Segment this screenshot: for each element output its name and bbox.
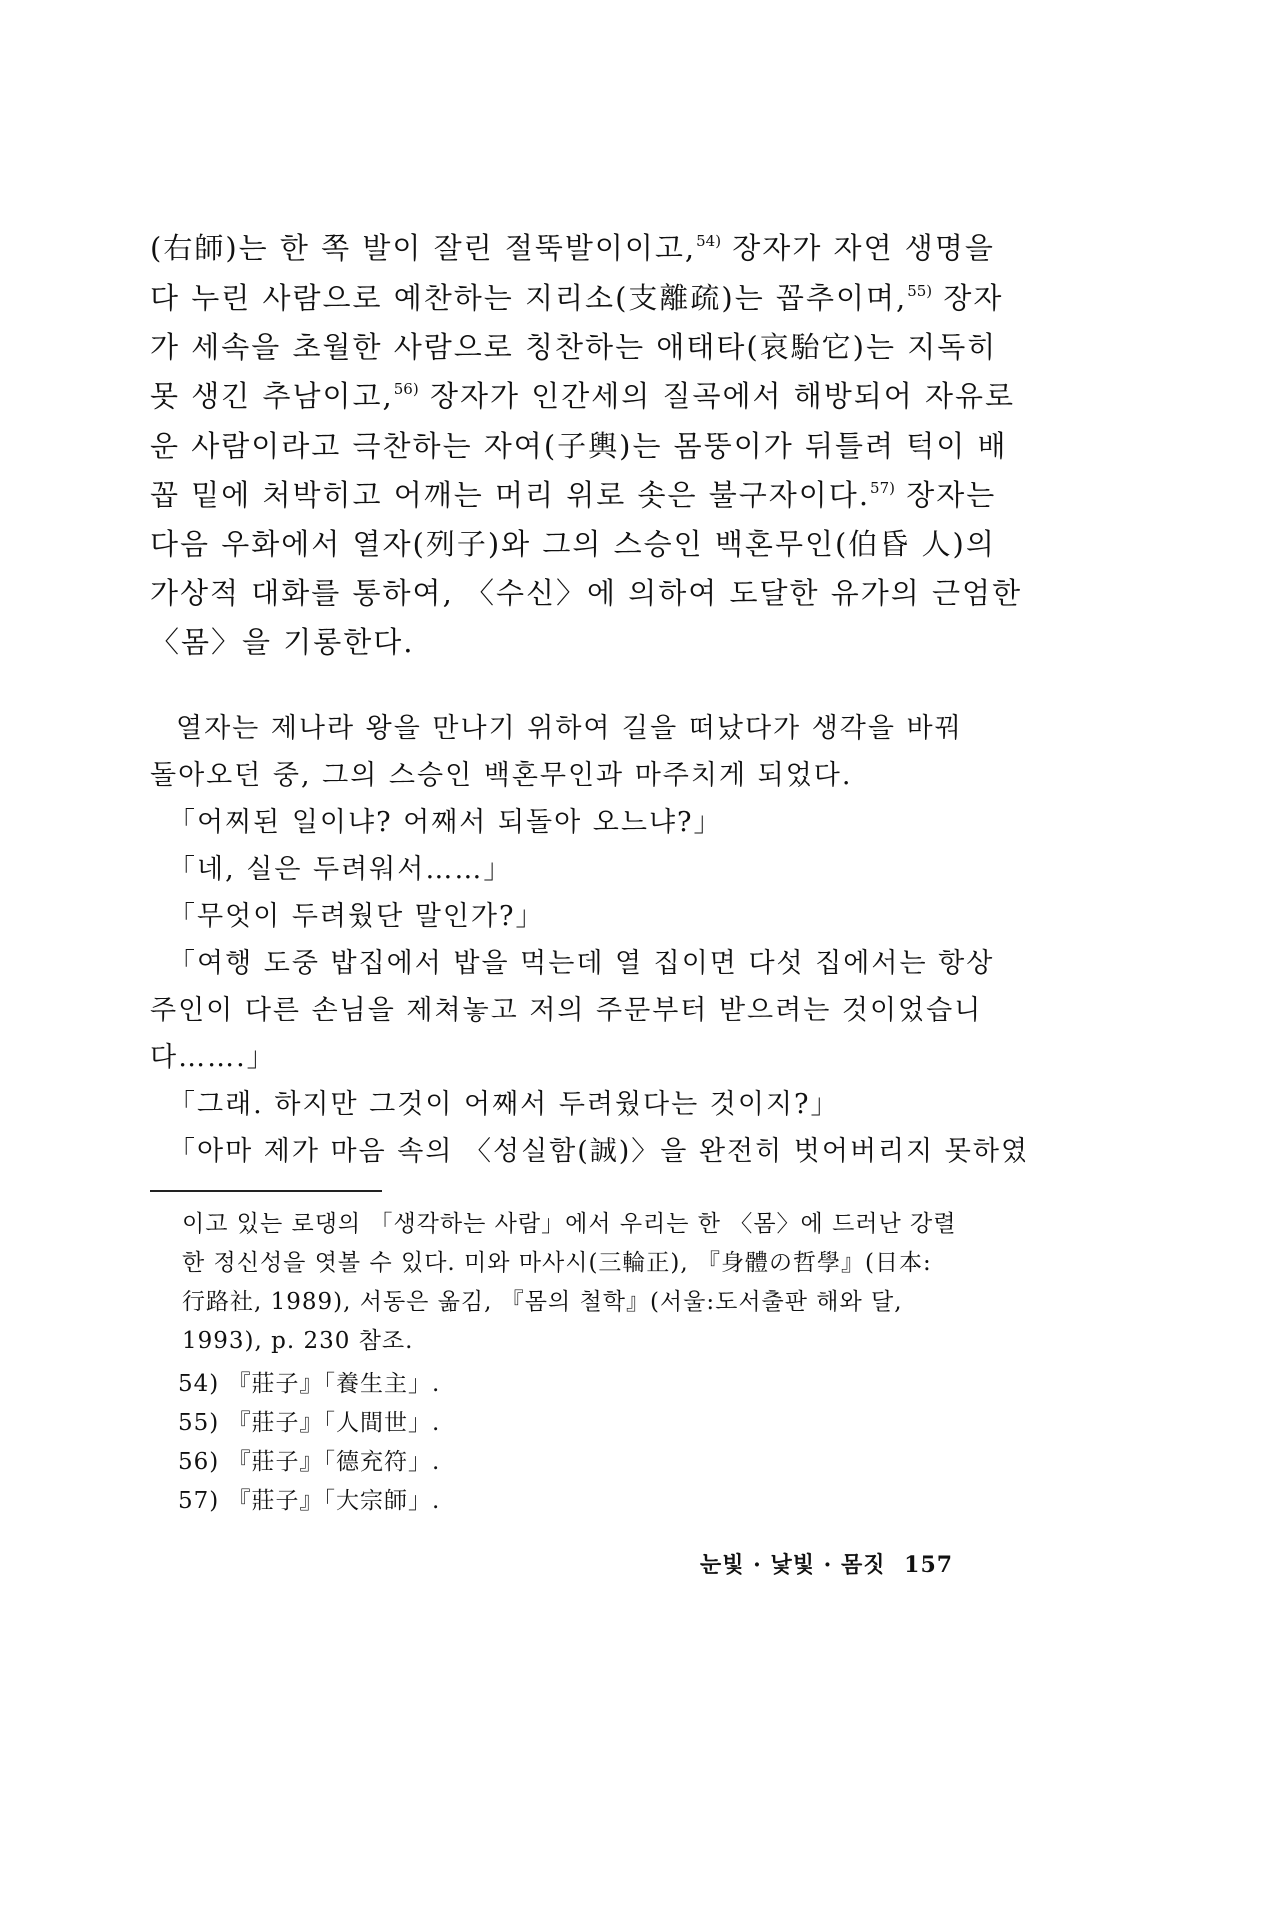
body-text: 장자가 인간세의 질곡에서 해방되어 자유로 (429, 379, 1016, 413)
body-text: 장자가 자연 생명을 (732, 231, 995, 265)
body-line (150, 620, 415, 661)
quote-line: 열자는 제나라 왕을 만나기 위하여 길을 떠났다가 생각을 바꿔 (176, 713, 963, 744)
body-text: 꼽 밑에 처박히고 어깨는 머리 위로 솟은 불구자이다. (150, 478, 871, 512)
body-text: 〈몸〉을 기롱한다. (150, 625, 415, 659)
quote-line: 「무엇이 두려웠단 말인가?」 (168, 901, 545, 932)
footnote-line: 이고 있는 로댕의 「생각하는 사람」에서 우리는 한 〈몸〉에 드러난 강렬 (182, 1211, 957, 1237)
body-text: 다음 우화에서 열자(列子)와 그의 스승인 백혼무인(伯昏 人)의 (150, 527, 996, 561)
body-line (150, 473, 996, 514)
footnote-ref: 54) (696, 232, 722, 250)
body-text: 다 누린 사람으로 예찬하는 지리소(支離疏)는 꼽추이며, (150, 281, 908, 315)
body-text: 운 사람이라고 극찬하는 자여(子輿)는 몸뚱이가 뒤틀려 턱이 배 (150, 429, 1008, 463)
body-text: 못 생긴 추남이고, (150, 379, 394, 413)
footnote-ref: 56) (393, 380, 419, 398)
body-line (150, 325, 997, 366)
quote-line: 「어찌된 일이냐? 어째서 되돌아 오느냐?」 (168, 807, 723, 838)
body-text: 가 세속을 초월한 사람으로 칭찬하는 애태타(哀駘它)는 지독히 (150, 330, 998, 364)
footnote-line: 한 정신성을 엿볼 수 있다. 미와 마사시(三輪正), 『身體の哲學』(日本: (182, 1250, 932, 1276)
running-title: 눈빛 · 낯빛 · 몸짓 (700, 1552, 886, 1578)
quote-line: 「그래. 하지만 그것이 어째서 두려웠다는 것이지?」 (168, 1089, 840, 1120)
quote-line: 「아마 제가 마음 속의 〈성실함(誠)〉을 완전히 벗어버리지 못하였 (168, 1136, 1030, 1167)
footnote-separator (150, 1190, 382, 1192)
footnote-line: 行路社, 1989), 서동은 옮김, 『몸의 철학』(서울:도서출판 해와 달, (182, 1289, 903, 1315)
page-footer (700, 1548, 953, 1579)
quote-line: 「네, 실은 두려워서……」 (168, 854, 513, 885)
footnote-ref: 55) (907, 282, 933, 300)
body-text: 장자는 (906, 478, 997, 512)
footnote-entry: 56) 『莊子』「德充符」. (178, 1449, 441, 1475)
footnote-line: 1993), p. 230 참조. (182, 1328, 414, 1354)
quote-line: 다…….」 (150, 1042, 276, 1073)
quote-line: 주인이 다른 손님을 제쳐놓고 저의 주문부터 받으려는 것이었습니 (150, 995, 983, 1026)
page-number: 157 (904, 1552, 954, 1578)
footnote-entry: 55) 『莊子』「人間世」. (178, 1410, 441, 1436)
footnote-entry: 57) 『莊子』「大宗師」. (178, 1488, 441, 1514)
body-text: 가상적 대화를 통하여, 〈수신〉에 의하여 도달한 유가의 근엄한 (150, 576, 1023, 610)
quote-line: 돌아오던 중, 그의 스승인 백혼무인과 마주치게 되었다. (150, 760, 853, 791)
body-text: 장자 (943, 281, 1004, 315)
footnote-entry: 54) 『莊子』「養生主」. (178, 1371, 441, 1397)
body-line (150, 226, 995, 267)
body-line (150, 424, 1007, 465)
footnote-ref: 57) (870, 479, 895, 497)
body-text: (右師)는 한 쪽 발이 잘린 절뚝발이이고, (150, 231, 697, 265)
body-line (150, 571, 1022, 612)
body-line (150, 374, 1015, 415)
quote-line: 「여행 도중 밥집에서 밥을 먹는데 열 집이면 다섯 집에서는 항상 (168, 948, 995, 979)
body-line (150, 522, 996, 563)
body-line (150, 276, 1003, 317)
